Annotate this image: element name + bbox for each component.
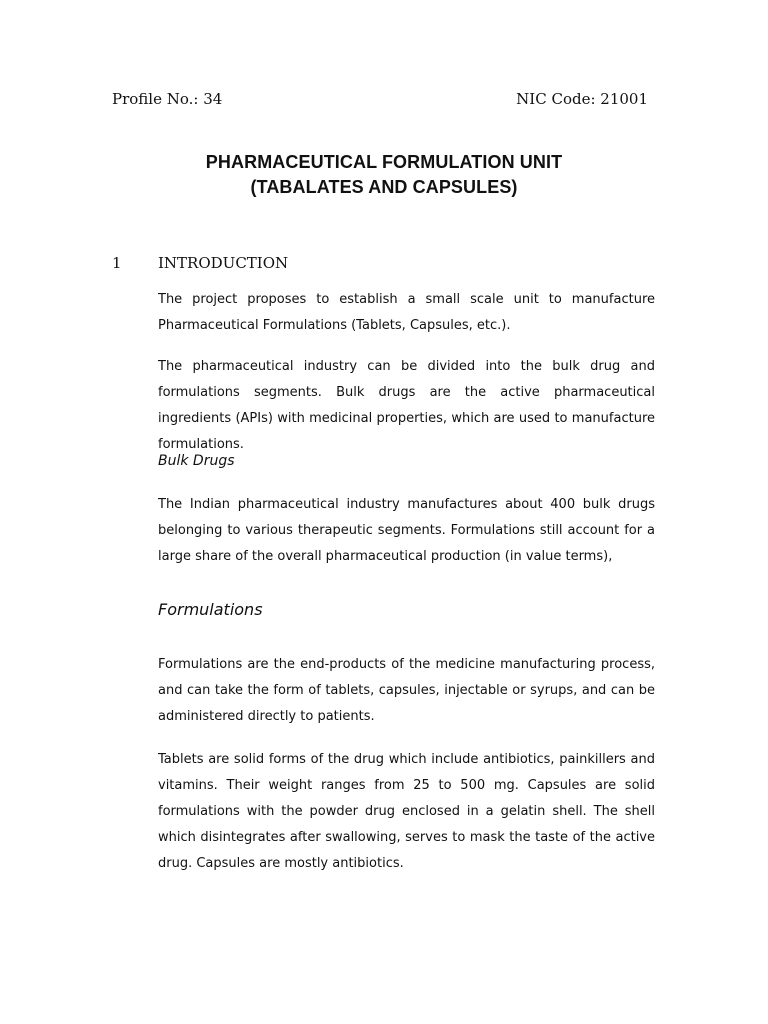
nic-code: NIC Code: 21001 <box>516 90 648 108</box>
intro-paragraph-2: The pharmaceutical industry can be divided into the bulk drug and formulations segments. Bulk drugs are the active pharmaceutical ingredients (APIs) with medicinal properties, which are used to manufacture formulations. <box>158 359 655 452</box>
document-title-line-1: PHARMACEUTICAL FORMULATION UNIT <box>205 152 563 172</box>
formulations-paragraph-1: Formulations are the end-products of the medicine manufacturing process, and can take the form of tablets, capsules, injectable or syrups, and can be administered directly to patients. <box>158 657 655 724</box>
formulations-subheading: Formulations <box>158 600 263 619</box>
section-heading: INTRODUCTION <box>158 254 289 272</box>
bulk-drugs-paragraph: The Indian pharmaceutical industry manufactures about 400 bulk drugs belonging to various therapeutic segments. Formulations still account for a large share of the overall pharmaceutical production (in value terms), <box>158 497 655 564</box>
formulations-paragraph-2: Tablets are solid forms of the drug which include antibiotics, painkillers and vitamins. Their weight ranges from 25 to 500 mg. Capsules are solid formulations with the powder drug enclosed in a gelatin shell. The shell which disintegrates after swallowing, serves to mask the taste of the active drug. Capsules are mostly antibiotics. <box>158 752 655 871</box>
intro-paragraph-1: The project proposes to establish a small scale unit to manufacture Pharmaceutical Formulations (Tablets, Capsules, etc.). <box>158 292 655 333</box>
document-title-line-2: (TABALATES AND CAPSULES) <box>250 177 518 197</box>
bulk-drugs-subheading: Bulk Drugs <box>158 453 235 469</box>
section-number: 1 <box>112 254 122 272</box>
document-header <box>112 90 652 114</box>
profile-number: Profile No.: 34 <box>112 90 223 108</box>
